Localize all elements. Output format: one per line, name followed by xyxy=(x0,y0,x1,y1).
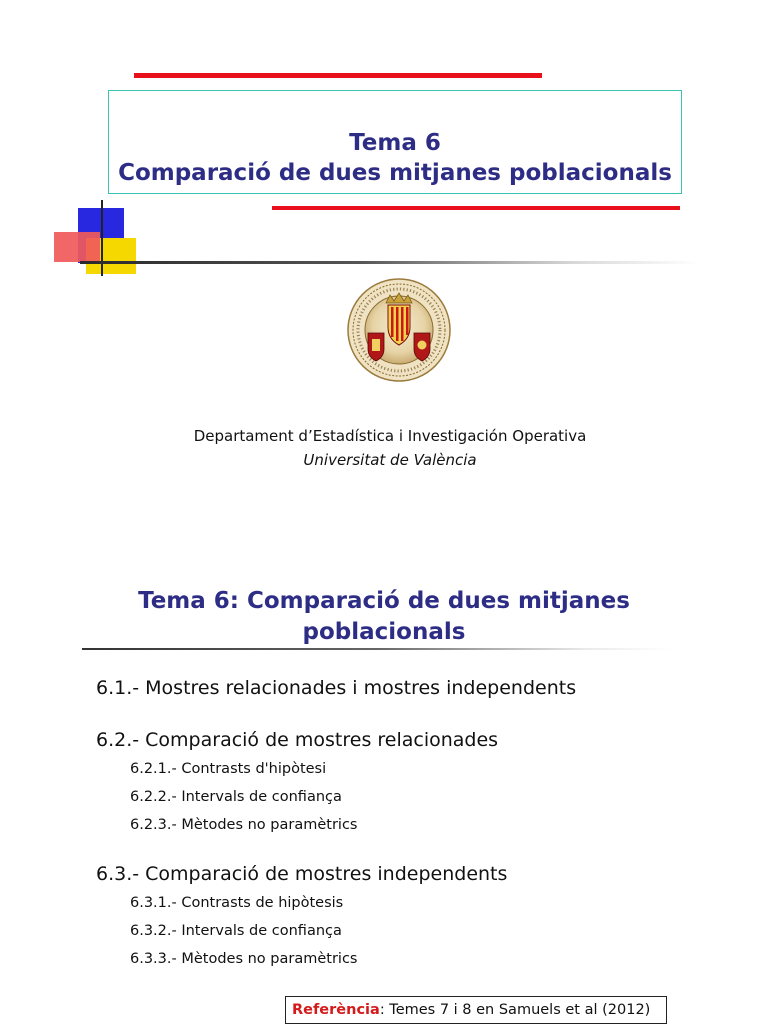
slide1-title-line1: Tema 6 xyxy=(349,130,441,156)
decorative-red-square xyxy=(54,232,100,262)
top-red-rule xyxy=(134,73,542,78)
slide1-title xyxy=(108,128,682,188)
toc-item-6-3-1: 6.3.1.- Contrasts de hipòtesis xyxy=(130,895,344,911)
slide2-title xyxy=(110,586,658,648)
decorative-horizontal-rule xyxy=(80,261,700,264)
toc-item-6-2-1: 6.2.1.- Contrasts d'hipòtesi xyxy=(130,761,327,777)
slide2-title-rule xyxy=(82,648,672,650)
toc-item-6-3-3: 6.3.3.- Mètodes no paramètrics xyxy=(130,951,358,967)
toc-item-6-1: 6.1.- Mostres relacionades i mostres independents xyxy=(96,677,577,699)
toc-item-6-2-2: 6.2.2.- Intervals de confiança xyxy=(130,789,342,805)
university-seal-icon xyxy=(346,277,452,383)
reference-label: Referència xyxy=(292,1002,380,1018)
slide2-title-line1: Tema 6: Comparació de dues mitjanes xyxy=(138,588,630,614)
slide2-title-line2: poblacionals xyxy=(302,619,466,645)
toc-item-6-2: 6.2.- Comparació de mostres relacionades xyxy=(96,729,499,751)
department-name: Departament d’Estadística i Investigación Operativa xyxy=(193,427,587,445)
bottom-red-rule xyxy=(272,206,680,210)
slide1-title-line2: Comparació de dues mitjanes poblacionals xyxy=(118,160,672,186)
decorative-vertical-line xyxy=(101,200,103,276)
university-name: Universitat de València xyxy=(303,451,477,469)
reference-box xyxy=(285,996,667,1024)
reference-text: : Temes 7 i 8 en Samuels et al (2012) xyxy=(379,1002,651,1018)
toc-item-6-3-2: 6.3.2.- Intervals de confiança xyxy=(130,923,342,939)
toc-item-6-2-3: 6.2.3.- Mètodes no paramètrics xyxy=(130,817,358,833)
toc-item-6-3: 6.3.- Comparació de mostres independents xyxy=(96,863,508,885)
